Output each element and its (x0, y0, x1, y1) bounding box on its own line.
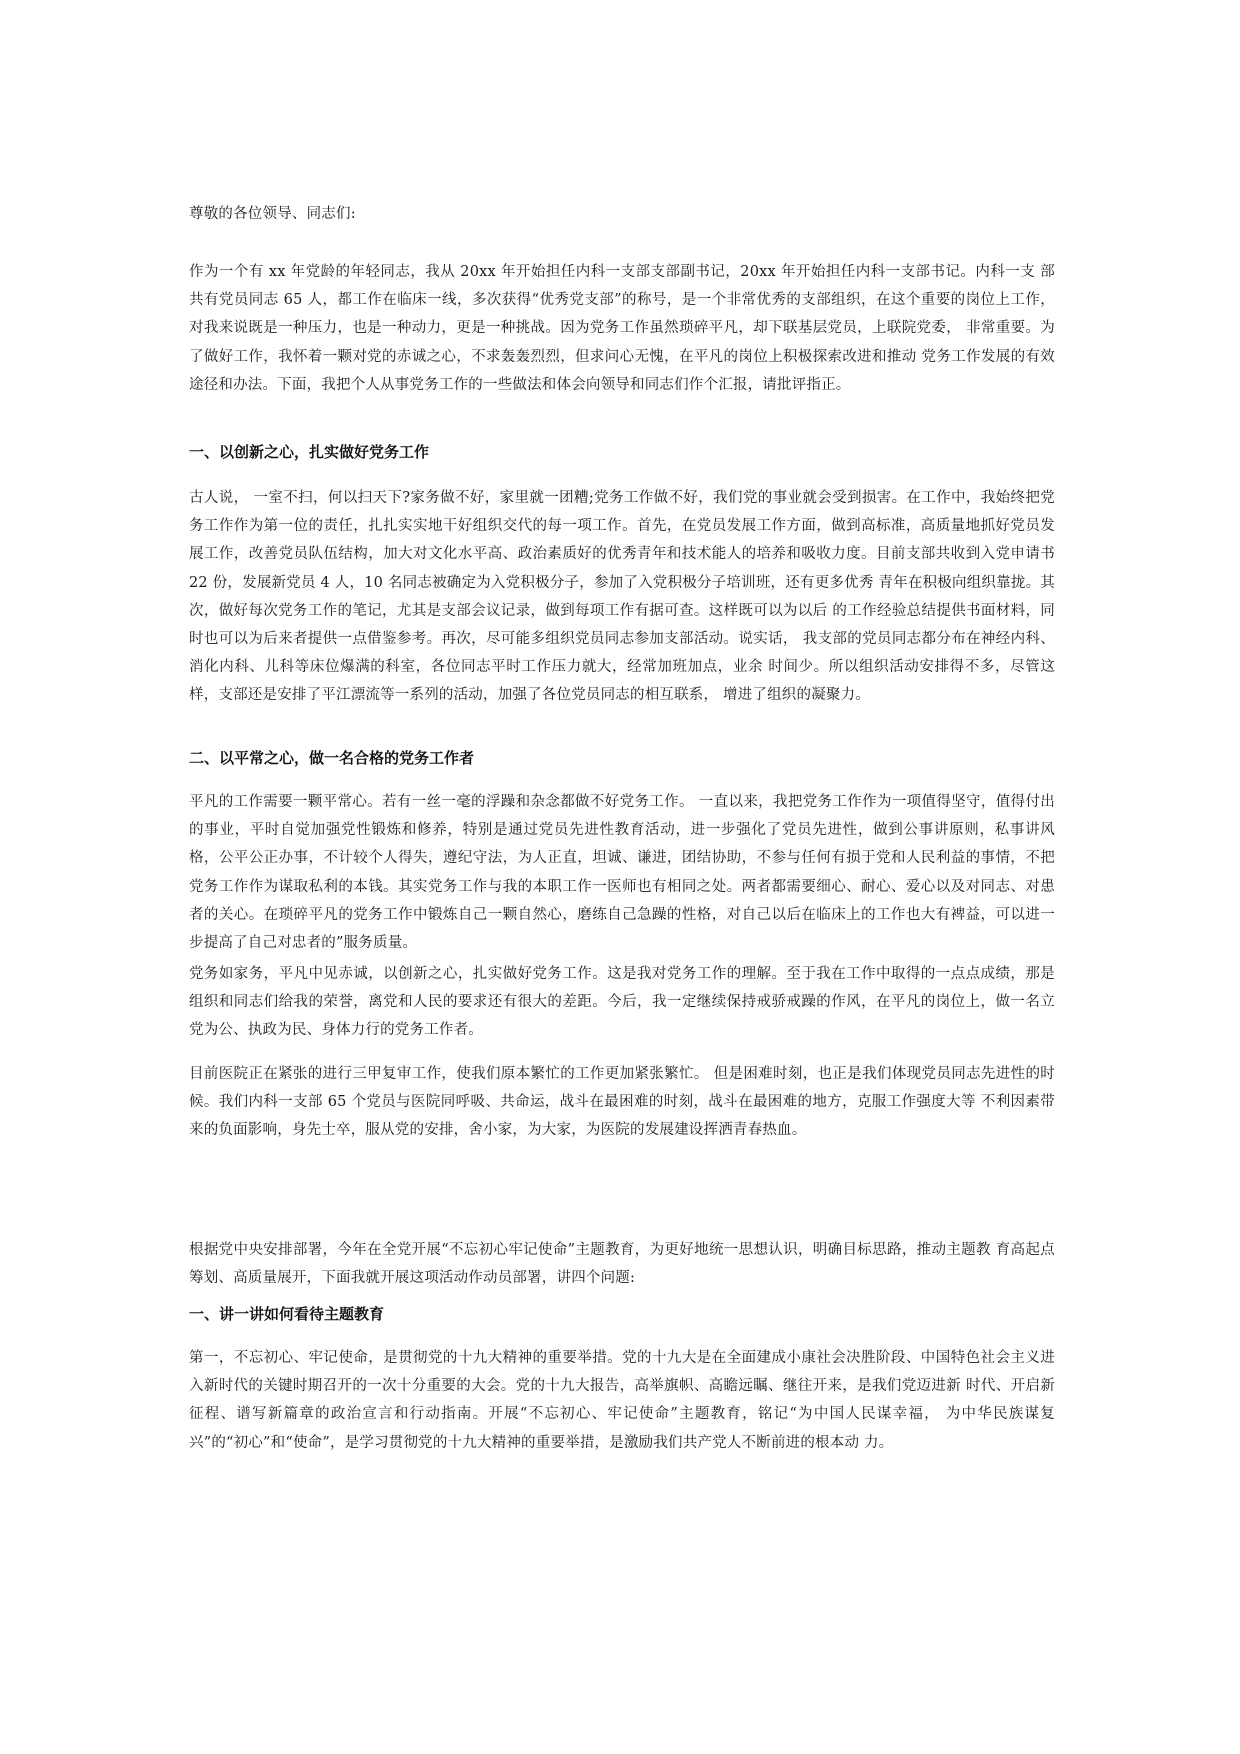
section-1-paragraph: 古人说， 一室不扫，何以扫天下?家务做不好，家里就一团糟;党务工作做不好，我们党的事业就会受到损害。在工作中，我始终把党务工作作为第一位的责任，扎扎实实地干好组织交代的每一项工作。首先，在党员发展工作方面，做到高标准，高质量地抓好党员发展工作，改善党员队伍结构，加大对文化水平高、政治素质好的优秀青年和技术能人的培养和吸收力度。目前支部共收到入党申请书 22 份，发展新党员 4 人，10 名同志被确定为入党积极分子，参加了入党积极分子培训班，还有更多优秀 青年在积极向组织靠拢。其次，做好每次党务工作的笔记，尤其是支部会议记录，做到每项工作有据可查。这样既可以为以后 的工作经验总结提供书面材料，同时也可以为后来者提供一点借鉴参考。再次，尽可能多组织党员同志参加支部活动。说实话， 我支部的党员同志都分布在神经内科、消化内科、儿科等床位爆满的科室，各位同志平时工作压力就大，经常加班加点，业余 时间少。所以组织活动安排得不多，尽管这样，支部还是安排了平江漂流等一系列的活动，加强了各位党员同志的相互联系， 增进了组织的凝聚力。 (189, 490, 1055, 704)
section-heading-2: 二、以平常之心，做一名合格的党务工作者 (189, 749, 475, 767)
doc2-intro-paragraph: 根据党中央安排部署，今年在全党开展“不忘初心牢记使命”主题教育，为更好地统一思想认识，明确目标思路，推动主题教 育高起点筹划、高质量展开，下面我就开展这项活动作动员部署，讲四个问题: (189, 1242, 1055, 1287)
doc2-section-1-paragraph: 第一，不忘初心、牢记使命，是贯彻党的十九大精神的重要举措。党的十九大是在全面建成小康社会决胜阶段、中国特色社会主义进入新时代的关键时期召开的一次十分重要的大会。党的十九大报告，高举旗帜、高瞻远瞩、继往开来，是我们党迈进新 时代、开启新征程、谱写新篇章的政治宣言和行动指南。开展“不忘初心、牢记使命”主题教育，铭记“为中国人民谋幸福， 为中华民族谋复兴”的“初心”和“使命”，是学习贯彻党的十九大精神的重要举措，是激励我们共产党人不断前进的根本动 力。 (189, 1350, 1055, 1451)
doc2-section-heading-1: 一、讲一讲如何看待主题教育 (189, 1305, 385, 1323)
section-2-paragraph: 平凡的工作需要一颗平常心。若有一丝一毫的浮躁和杂念都做不好党务工作。 一直以来，我把党务工作作为一项值得坚守，值得付出的事业，平时自觉加强党性锻炼和修养，特别是通过党员先进性教育活动，进一步强化了党员先进性，做到公事讲原则，私事讲风格，公平公正办事，不计较个人得失，遵纪守法，为人正直，坦诚、谦进，团结协助，不参与任何有损于党和人民利益的事情，不把党务工作作为谋取私利的本钱。其实党务工作与我的本职工作一医师也有相同之处。两者都需要细心、耐心、爱心以及对同志、对患者的关心。在琐碎平凡的党务工作中锻炼自己一颗自然心，磨练自己急躁的性格，对自己以后在临床上的工作也大有裨益，可以进一步提高了自己对忠者的”服务质量。 (189, 794, 1055, 952)
closing-paragraph-1: 党务如家务，平凡中见赤诚，以创新之心，扎实做好党务工作。这是我对党务工作的理解。至于我在工作中取得的一点点成绩，那是组织和同志们给我的荣誉，离党和人民的要求还有很大的差距。今后，我一定继续保持戒骄戒躁的作风，在平凡的岗位上，做一名立党为公、执政为民、身体力行的党务工作者。 (189, 966, 1055, 1039)
section-heading-1: 一、以创新之心，扎实做好党务工作 (189, 443, 430, 461)
salutation: 尊敬的各位领导、同志们: (189, 206, 356, 222)
intro-paragraph: 作为一个有 xx 年党龄的年轻同志，我从 20xx 年开始担任内科一支部支部副书记，20xx 年开始担任内科一支部书记。内科一支 部共有党员同志 65 人，都工作在临床一线，多次获得“优秀党支部”的称号，是一个非常优秀的支部组织，在这个重要的岗位上工作，对我来说既是一种压力，也是一种动力，更是一种挑战。因为党务工作虽然琐碎平凡，却下联基层党员，上联院党委， 非常重要。为了做好工作，我怀着一颗对党的赤诚之心，不求轰轰烈烈，但求问心无愧，在平凡的岗位上积极探索改进和推动 党务工作发展的有效途径和办法。下面，我把个人从事党务工作的一些做法和体会向领导和同志们作个汇报，请批评指正。 (189, 264, 1055, 393)
closing-paragraph-2: 目前医院正在紧张的进行三甲复审工作，使我们原本繁忙的工作更加紧张繁忙。 但是困难时刻，也正是我们体现党员同志先进性的时候。我们内科一支部 65 个党员与医院同呼吸、共命运，战斗在最困难的时刻，战斗在最困难的地方，克服工作强度大等 不利因素带来的负面影响，身先士卒，服从党的安排，舍小家，为大家，为医院的发展建设挥洒青春热血。 (189, 1066, 1055, 1139)
